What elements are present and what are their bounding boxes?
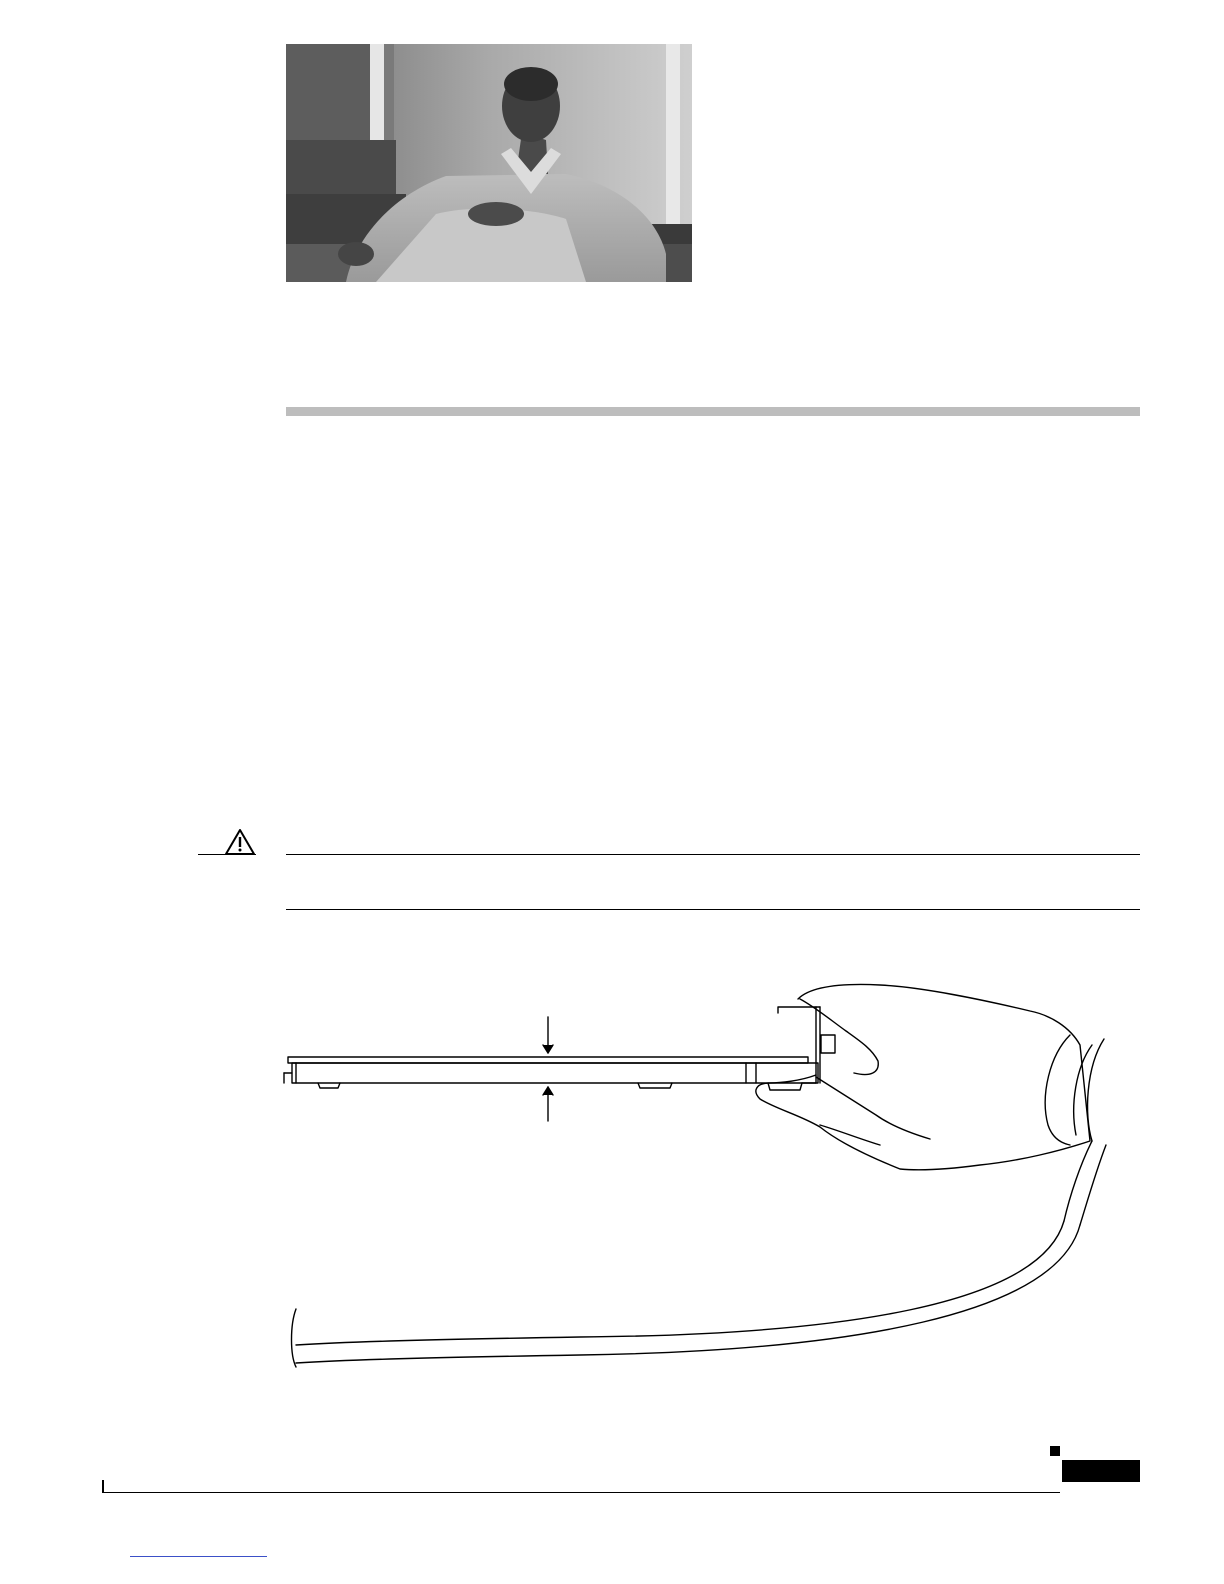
hand-drawing: [756, 985, 1106, 1225]
footer-link-underline[interactable]: [130, 1556, 267, 1557]
thickness-arrows: [543, 1017, 553, 1121]
chapter-title-rule: [286, 407, 1140, 416]
footer-rule: [102, 1492, 1060, 1493]
caution-rule-top: [286, 854, 1140, 855]
caution-rule-bottom: [286, 909, 1140, 910]
module-board: [284, 1057, 818, 1090]
module-faceplate: [778, 1007, 835, 1083]
caution-triangle-icon: [224, 828, 256, 856]
footer-marker: [1050, 1446, 1060, 1456]
caution-icon-rule: [198, 854, 256, 855]
header-photo: [286, 44, 692, 282]
page-number-tab: [1062, 1460, 1140, 1482]
esd-cable: [292, 1221, 1081, 1367]
module-handling-figure: [280, 975, 1120, 1375]
